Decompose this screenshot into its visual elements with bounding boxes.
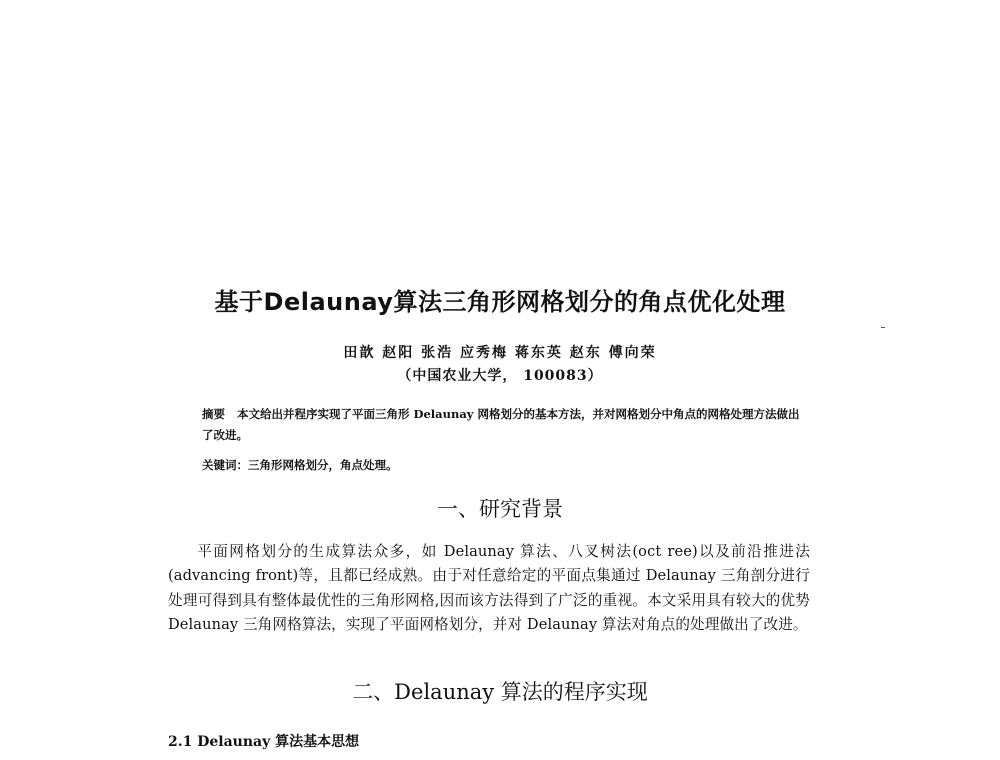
keywords-text: 三角形网格划分，角点处理。 xyxy=(248,458,398,472)
keywords xyxy=(202,455,802,475)
paper-title: 基于Delaunay算法三角形网格划分的角点优化处理 xyxy=(214,288,786,316)
subsection-2-1-heading: 2.1 Delaunay 算法基本思想 xyxy=(168,734,360,750)
keywords-label: 关键词： xyxy=(202,458,248,472)
author-affiliation: （中国农业大学， 100083） xyxy=(397,368,603,384)
abstract-text: 本文给出并程序实现了平面三角形 Delaunay 网格划分的基本方法，并对网格划分中角点的网格处理方法做出了改进。 xyxy=(202,407,800,442)
section-2-heading: 二、Delaunay 算法的程序实现 xyxy=(352,680,648,704)
section-1-heading: 一、研究背景 xyxy=(437,497,563,521)
section-1-paragraph: 平面网格划分的生成算法众多，如 Delaunay 算法、八叉树法(oct ree)以及前沿推进法(advancing front)等，且都已经成熟。由于对任意给定的平面点集通过 Delaunay 三角剖分进行处理可得到具有整体最优性的三角形网格,因而该方法得到了广泛的重视。本文采用具有较大的优势 Delaunay 三角网格算法，实现了平面网格划分，并对 Delaunay 算法对角点的处理做出了改进。 xyxy=(168,543,810,633)
abstract xyxy=(202,404,802,446)
abstract-label: 摘要 xyxy=(202,407,225,421)
author-list: 田歆 赵阳 张浩 应秀梅 蒋东英 赵东 傅向荣 xyxy=(343,345,657,361)
scan-artifact xyxy=(881,327,885,328)
